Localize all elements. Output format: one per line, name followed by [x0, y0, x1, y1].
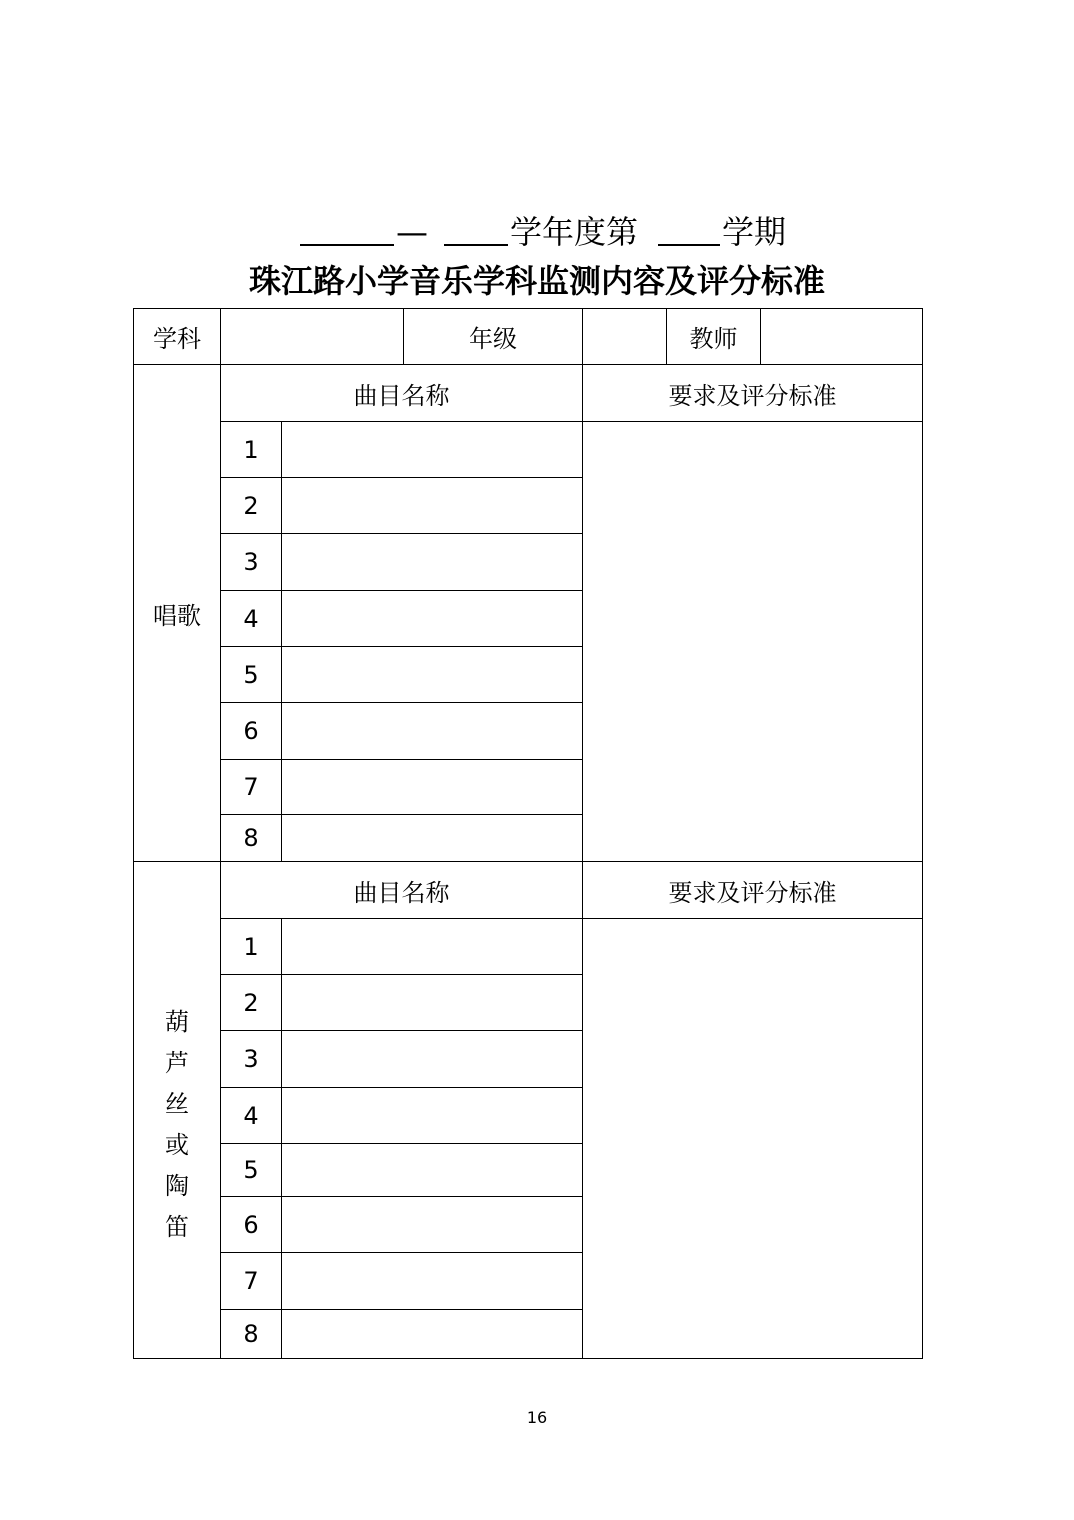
- instrument-row-number: 4: [243, 1101, 259, 1130]
- table-border-bottom: [133, 1358, 923, 1359]
- grade-field[interactable]: [583, 309, 666, 364]
- instrument-criteria-field[interactable]: [583, 919, 922, 1358]
- singing-row-number: 5: [243, 660, 259, 689]
- instrument-row-number: 1: [243, 932, 259, 961]
- year-end-blank: [444, 208, 508, 259]
- semester-label: 学期: [722, 213, 787, 251]
- year-connector: —: [396, 213, 428, 251]
- instrument-song-field[interactable]: [282, 1031, 582, 1087]
- singing-song-name-header: 曲目名称: [353, 381, 450, 410]
- instrument-row-number: 6: [243, 1210, 259, 1239]
- instrument-row-number: 7: [243, 1267, 259, 1295]
- page-title: 珠江路小学音乐学科监测内容及评分标准: [248, 262, 825, 300]
- instrument-row-number: 8: [243, 1320, 259, 1348]
- singing-row-number: 7: [243, 773, 259, 801]
- singing-row-number: 4: [243, 604, 259, 633]
- instrument-label-char: 陶: [165, 1172, 189, 1200]
- teacher-field[interactable]: [761, 309, 922, 364]
- subject-label: 学科: [153, 325, 201, 353]
- school-year-heading: [0, 208, 1074, 256]
- semester-blank: [658, 208, 720, 259]
- subject-field[interactable]: [221, 309, 403, 364]
- singing-row-number: 8: [243, 824, 259, 852]
- singing-song-field[interactable]: [282, 422, 582, 477]
- singing-song-field[interactable]: [282, 760, 582, 814]
- instrument-row-number: 3: [243, 1045, 259, 1073]
- singing-song-field[interactable]: [282, 647, 582, 702]
- instrument-song-field[interactable]: [282, 1088, 582, 1143]
- singing-row-number: 6: [243, 717, 259, 745]
- singing-section-label: 唱歌: [153, 601, 201, 630]
- year-start-blank: [300, 208, 394, 259]
- singing-song-field[interactable]: [282, 591, 582, 646]
- instrument-label-char: 葫: [165, 1008, 189, 1036]
- singing-criteria-field[interactable]: [583, 422, 922, 861]
- instrument-song-field[interactable]: [282, 1310, 582, 1358]
- school-year-label: 学年度第: [510, 213, 639, 251]
- page-number: 16: [526, 1408, 548, 1427]
- singing-song-field[interactable]: [282, 815, 582, 861]
- instrument-song-field[interactable]: [282, 1253, 582, 1309]
- singing-song-field[interactable]: [282, 534, 582, 590]
- grade-label: 年级: [469, 325, 517, 353]
- instrument-label-char: 丝: [165, 1090, 189, 1118]
- instrument-song-name-header: 曲目名称: [353, 878, 450, 907]
- instrument-song-field[interactable]: [282, 975, 582, 1030]
- singing-song-field[interactable]: [282, 478, 582, 533]
- singing-row-number: 3: [243, 548, 259, 576]
- instrument-row-number: 2: [243, 988, 259, 1017]
- instrument-song-field[interactable]: [282, 1144, 582, 1196]
- singing-criteria-header: 要求及评分标准: [668, 381, 837, 410]
- instrument-label-char: 芦: [165, 1049, 189, 1077]
- instrument-song-field[interactable]: [282, 1197, 582, 1252]
- singing-row-number: 1: [243, 435, 259, 464]
- table-border-right: [922, 308, 923, 1359]
- instrument-song-field[interactable]: [282, 919, 582, 974]
- singing-row-number: 2: [243, 491, 259, 520]
- instrument-label-char: 笛: [165, 1213, 189, 1241]
- instrument-label-char: 或: [165, 1131, 189, 1159]
- instrument-section-label: [134, 862, 220, 1358]
- singing-song-field[interactable]: [282, 703, 582, 759]
- instrument-row-number: 5: [243, 1156, 259, 1184]
- instrument-criteria-header: 要求及评分标准: [668, 878, 837, 907]
- teacher-label: 教师: [689, 325, 738, 353]
